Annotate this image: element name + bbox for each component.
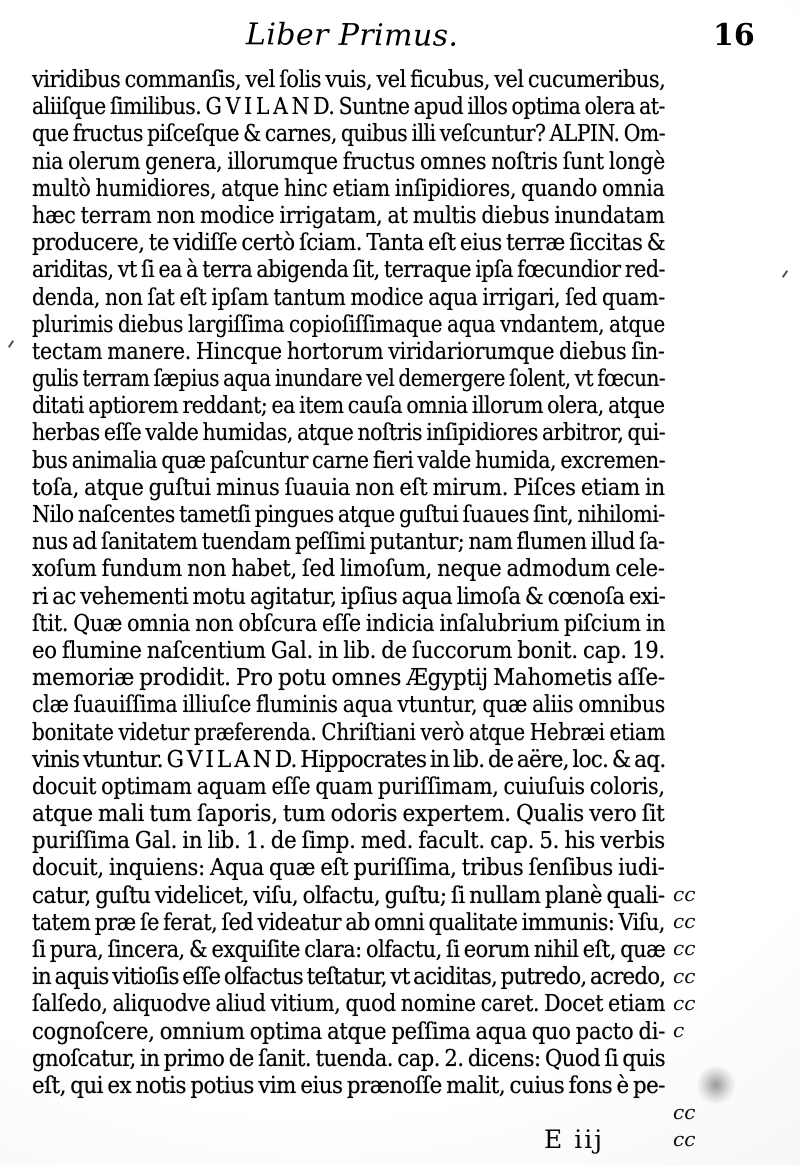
- text-line: xoſum fundum non habet, ſed limoſum, neque admodum cele-: [32, 556, 665, 583]
- text-line: cognoſcere, omnium optima atque peſſima aqua quo pacto di-: [32, 1018, 666, 1045]
- text-line: tectam manere. Hincque hortorum viridariorumque diebus ſin-: [32, 338, 665, 365]
- body-text: [32, 67, 665, 1100]
- text-line: docuit, inquiens: Aqua quæ eſt puriſſima, tribus ſenſibus iudi-: [32, 855, 665, 882]
- text-line: in aquis vitioſis eſſe olfactus teſtatur, vt aciditas, putredo, acredo,: [32, 964, 666, 991]
- text-line: gnoſcatur, in primo de ſanit. tuenda. cap. 2. dicens: Quod ſi quis: [32, 1045, 666, 1072]
- text-line: memoriæ prodidit. Pro potu omnes Ægyptij Mahometis aſſe-: [32, 665, 665, 692]
- text-line: tatem præ ſe ferat, ſed videatur ab omni qualitate immunis: Viſu,: [32, 909, 665, 936]
- quote-mark: cc: [673, 936, 696, 961]
- margin-speck: [8, 340, 14, 348]
- text-line: nus ad ſanitatem tuendam peſſimi putantur; nam flumen illud ſa-: [32, 529, 665, 556]
- text-line: vinis vtuntur. G V I L A N D. Hippocrates in lib. de aëre, loc. & aq.: [32, 746, 666, 773]
- text-line: ſalſedo, aliquodve aliud vitium, quod nomine caret. Docet etiam: [32, 991, 666, 1018]
- text-line: puriſſima Gal. in lib. 1. de ſimp. med. facult. cap. 5. his verbis: [32, 828, 665, 855]
- quote-mark: cc: [673, 909, 696, 934]
- page-number: 16: [713, 18, 755, 53]
- quote-mark: cc: [673, 990, 696, 1015]
- text-line: multò humidiores, atque hinc etiam inſipidiores, quando omnia: [32, 175, 665, 202]
- marginal-quote-marks: [673, 881, 703, 1153]
- text-line: bus animalia quæ paſcuntur carne fieri valde humida, excremen-: [32, 447, 666, 474]
- text-line: nia olerum genera, illorumque fructus omnes noſtris ſunt longè: [32, 148, 665, 175]
- quote-mark: cc: [673, 1099, 696, 1124]
- text-line: aliiſque ſimilibus. G V I L A N D. Suntne apud illos optima olera at-: [32, 94, 665, 121]
- text-line: plurimis diebus largiſſima copioſiſſimaque aqua vndantem, atque: [32, 311, 666, 338]
- text-line: que fructus piſceſque & carnes, quibus illi veſcuntur? ALPIN. Om-: [32, 121, 666, 148]
- quote-mark: [673, 1044, 703, 1071]
- text-line: Nilo naſcentes tametſi pingues atque guſtui ſuaues ſint, nihilomi-: [32, 502, 665, 528]
- text-line: ditati aptiorem reddant; ea item cauſa omnia illorum olera, atque: [32, 393, 665, 420]
- text-line: catur, guſtu videlicet, viſu, olfactu, guſtu; ſi nullam planè quali-: [32, 882, 665, 909]
- text-line: viridibus commanſis, vel ſolis vuis, vel ficubus, vel cucumeribus,: [32, 67, 666, 93]
- text-line: eſt, qui ex notis potius vim eius prænoſſe malit, cuius fons è pe-: [32, 1072, 666, 1099]
- running-head: Liber Primus.: [245, 17, 459, 54]
- text-line: hæc terram non modice irrigatam, at multis diebus inundatam: [32, 202, 665, 229]
- text-line: clæ ſuauiſſima illiuſce fluminis aqua vtuntur, quæ aliis omnibus: [32, 692, 666, 719]
- text-line: eo flumine naſcentium Gal. in lib. de ſuccorum bonit. cap. 19.: [32, 637, 665, 664]
- quote-mark: cc: [673, 963, 696, 988]
- text-line: gulis terram ſæpius aqua inundare vel demergere ſolent, vt fœcun-: [32, 366, 666, 393]
- text-line: ariditas, vt ſi ea à terra abigenda ſit, terraque ipſa fœcundior red-: [32, 257, 665, 284]
- text-line: denda, non ſat eſt ipſam tantum modice aqua irrigari, ſed quam-: [32, 284, 665, 311]
- text-line: ri ac vehementi motu agitatur, ipſius aqua limoſa & cœnoſa exi-: [32, 583, 666, 610]
- text-line: bonitate videtur præferenda. Chriſtiani verò atque Hebræi etiam: [32, 719, 666, 746]
- text-line: ſtit. Quæ omnia non obſcura eſſe indicia inſalubrium piſcium in: [32, 610, 666, 637]
- text-line: producere, te vidiſſe certò ſciam. Tanta eſt eius terræ ſiccitas &: [32, 230, 666, 257]
- quote-mark: cc: [673, 882, 696, 906]
- text-line: atque mali tum ſaporis, tum odoris expertem. Qualis vero ſit: [32, 801, 665, 828]
- ink-blot: [697, 1066, 735, 1104]
- quote-mark: cc: [673, 1126, 696, 1151]
- margin-speck: [782, 270, 788, 278]
- text-line: toſa, atque guſtui minus ſuauia non eſt mirum. Piſces etiam in: [32, 474, 665, 501]
- text-line: ſi pura, ſincera, & exquiſite clara: olfactu, ſi eorum nihil eſt, quæ: [32, 937, 666, 963]
- text-line: herbas eſſe valde humidas, atque noſtris inſipidiores arbitror, qui-: [32, 420, 666, 447]
- quote-mark: c: [673, 1017, 685, 1042]
- page-header: [0, 10, 800, 54]
- signature-mark: E iij: [544, 1125, 604, 1154]
- text-line: docuit optimam aquam eſſe quam puriſſimam, cuiuſuis coloris,: [32, 773, 665, 800]
